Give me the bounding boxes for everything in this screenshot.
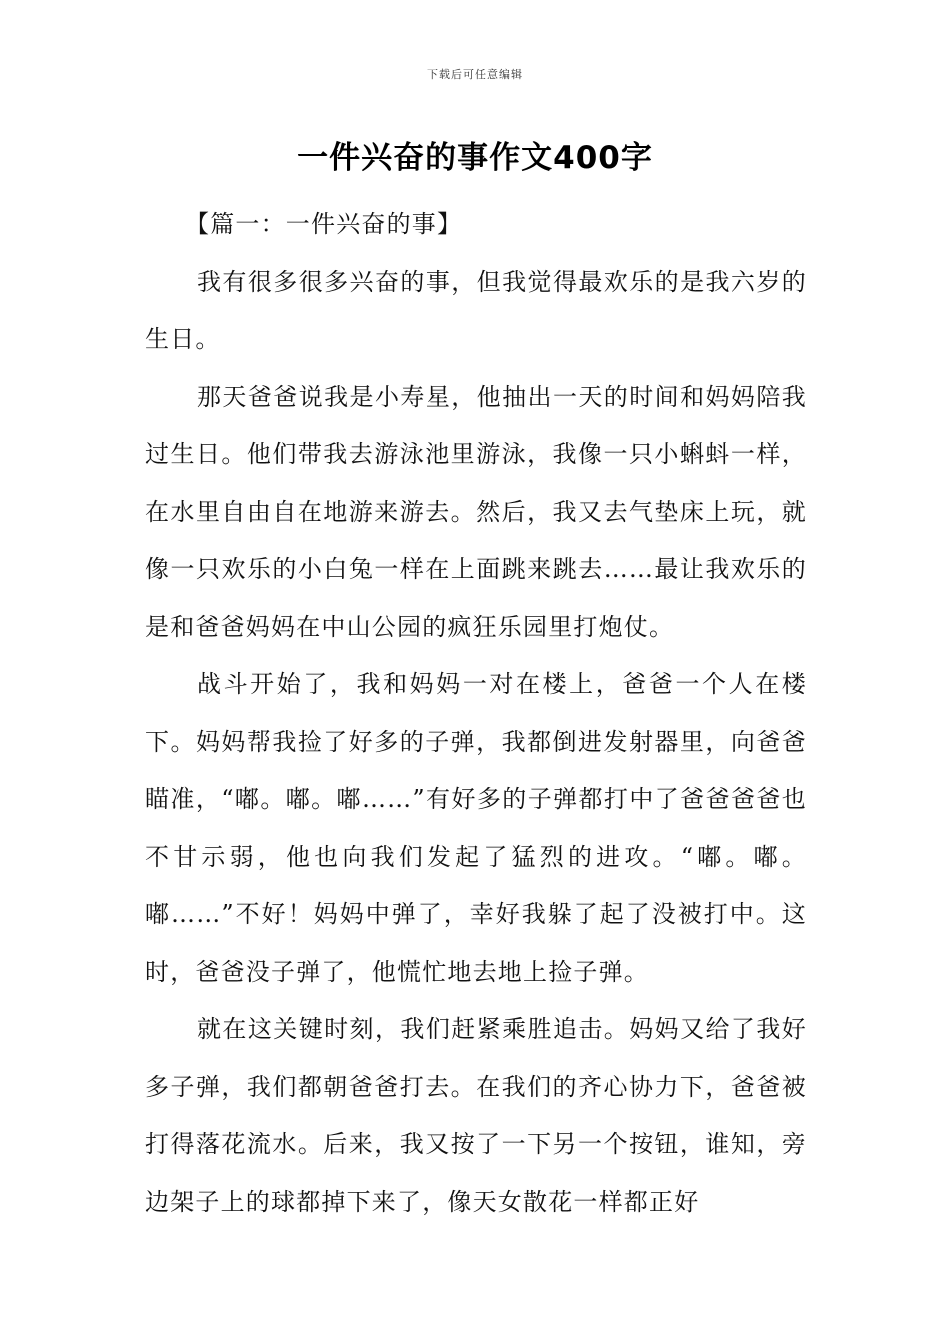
- header-note: 下载后可任意编辑: [427, 68, 523, 81]
- paragraph-3: 战斗开始了，我和妈妈一对在楼上，爸爸一个人在楼下。妈妈帮我捡了好多的子弹，我都倒进发射器里，向爸爸瞄准，“嘟。嘟。嘟……”有好多的子弹都打中了爸爸爸爸也不甘示弱，他也向我们发起了猛烈的进攻。“嘟。嘟。嘟……”不好！妈妈中弹了，幸好我躲了起了没被打中。这时，爸爸没子弹了，他慌忙地去地上捡子弹。: [145, 670, 807, 986]
- paragraph-1: 我有很多很多兴奋的事，但我觉得最欢乐的是我六岁的生日。: [145, 267, 807, 353]
- document-body: [145, 196, 807, 1231]
- document-title: 一件兴奋的事作文400字: [297, 140, 653, 176]
- paragraph-2: 那天爸爸说我是小寿星，他抽出一天的时间和妈妈陪我过生日。他们带我去游泳池里游泳，我像一只小蝌蚪一样，在水里自由自在地游来游去。然后，我又去气垫床上玩，就像一只欢乐的小白兔一样在上面跳来跳去……最让我欢乐的是和爸爸妈妈在中山公园的疯狂乐园里打炮仗。: [145, 382, 807, 641]
- section-heading: 【篇一：一件兴奋的事】: [185, 210, 463, 238]
- paragraph-4: 就在这关键时刻，我们赶紧乘胜追击。妈妈又给了我好多子弹，我们都朝爸爸打去。在我们的齐心协力下，爸爸被打得落花流水。后来，我又按了一下另一个按钮，谁知，旁边架子上的球都掉下来了，像天女散花一样都正好: [145, 1015, 807, 1216]
